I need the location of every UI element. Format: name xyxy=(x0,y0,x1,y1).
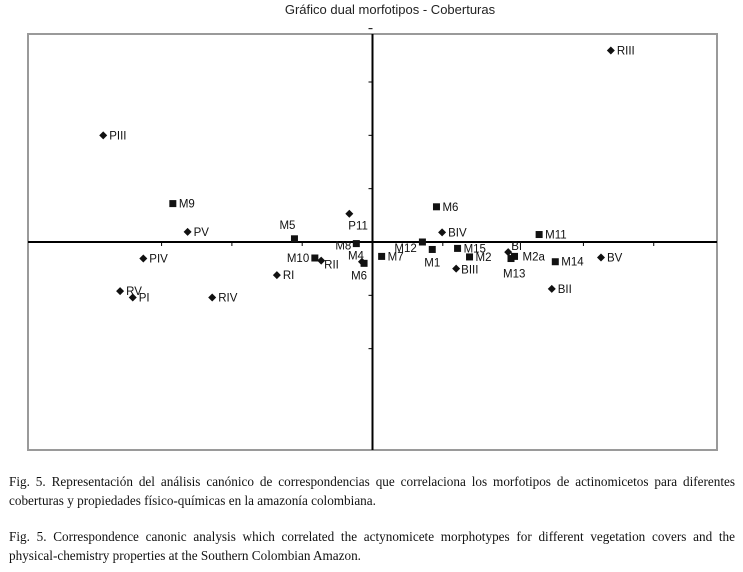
point-label: M4 xyxy=(347,250,364,263)
point-label: BII xyxy=(557,283,572,296)
square-point xyxy=(353,240,360,247)
point-label: RV xyxy=(126,286,142,299)
point-label: BIII xyxy=(461,264,479,277)
chart-title: Gráfico dual morfotipos - Coberturas xyxy=(284,2,496,17)
point-label: PIV xyxy=(149,253,168,266)
point-label: PV xyxy=(193,226,209,239)
point-label: M7 xyxy=(387,251,404,264)
point-label: M2a xyxy=(522,251,545,264)
point-label: PI xyxy=(138,292,150,305)
diamond-point xyxy=(452,265,460,273)
point-label: BIV xyxy=(448,227,467,240)
point-label: M12 xyxy=(394,243,417,255)
diamond-point xyxy=(548,285,556,293)
axes xyxy=(28,29,717,450)
point-label: BV xyxy=(606,252,623,265)
point-label: M14 xyxy=(561,256,584,269)
square-point xyxy=(536,231,543,238)
point-label: PIII xyxy=(109,130,127,143)
point-label: RI xyxy=(282,270,295,283)
square-point xyxy=(378,253,385,260)
point-label: M6 xyxy=(442,201,459,214)
point-label: P11 xyxy=(348,220,368,233)
point-label: RII xyxy=(324,259,339,272)
point-label: M1 xyxy=(424,257,441,270)
square-point xyxy=(419,239,426,246)
point-label: M15 xyxy=(463,243,486,256)
square-point xyxy=(169,200,176,207)
square-point xyxy=(429,246,436,253)
square-point xyxy=(508,255,515,262)
square-point xyxy=(433,203,440,210)
point-label: BI xyxy=(511,241,523,254)
diamond-point xyxy=(597,253,605,261)
diamond-point xyxy=(116,287,124,295)
diamond-point xyxy=(345,210,353,218)
point-label: M9 xyxy=(178,198,195,211)
caption-english: Fig. 5. Correspondence canonic analysis which correlated the actynomicete morphotypes for different vegetation covers and the physical-chemistry properties at the Southern Colombian Amazon. xyxy=(9,529,735,563)
point-label: M2 xyxy=(475,251,492,264)
point-label: M8 xyxy=(335,240,352,253)
point-label: RIII xyxy=(616,45,635,58)
point-label: RIV xyxy=(218,292,238,305)
square-point xyxy=(291,235,298,242)
point-label: M5 xyxy=(279,219,296,232)
diamond-point xyxy=(139,255,147,263)
square-point xyxy=(454,245,461,252)
diamond-point xyxy=(438,228,446,236)
point-label: M6 xyxy=(351,270,368,283)
caption-spanish: Fig. 5. Representación del análisis canónico de correspondencias que correlaciona los morfotipos de actinomicetos para diferentes coberturas y propiedades físico-químicas en la amazonía colombiana. xyxy=(9,474,735,508)
point-label: M13 xyxy=(503,268,526,281)
diamond-point xyxy=(208,293,216,301)
point-label: M11 xyxy=(545,229,567,242)
diamond-point xyxy=(607,47,615,55)
data-points xyxy=(99,46,635,305)
diamond-point xyxy=(99,131,107,139)
diamond-point xyxy=(184,228,192,236)
square-point xyxy=(552,258,559,265)
point-label: M10 xyxy=(286,253,310,265)
square-point xyxy=(311,255,318,262)
diamond-point xyxy=(273,271,281,279)
